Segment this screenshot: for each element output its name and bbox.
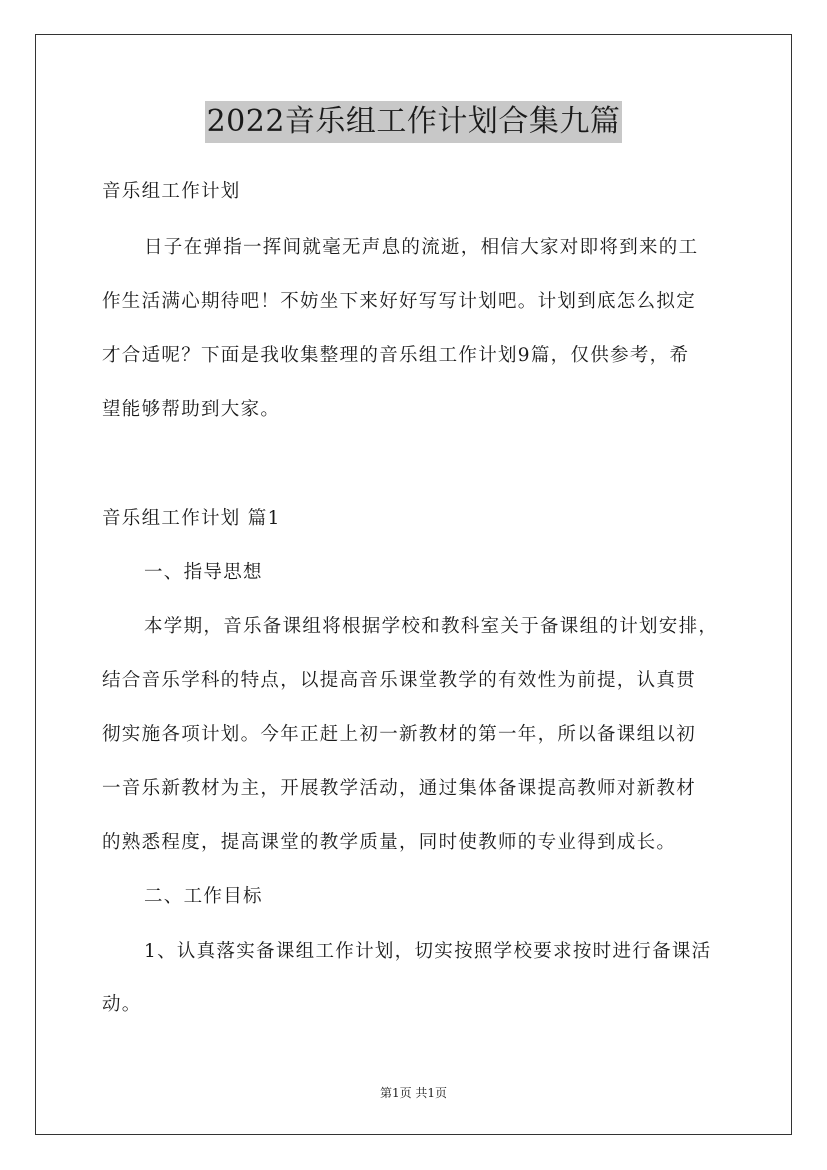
document-title-wrap (0, 101, 827, 143)
subheading: 一、指导思想 (144, 562, 263, 583)
paragraph-line: 望能够帮助到大家。 (102, 399, 281, 420)
paragraph-line: 才合适呢？下面是我收集整理的音乐组工作计划9篇，仅供参考，希 (102, 345, 690, 366)
paragraph-line: 结合音乐学科的特点，以提高音乐课堂教学的有效性为前提，认真贯 (102, 670, 697, 691)
paragraph-line: 彻实施各项计划。今年正赶上初一新教材的第一年，所以备课组以初 (102, 724, 697, 745)
document-title: 2022音乐组工作计划合集九篇 (205, 101, 623, 143)
subheading: 二、工作目标 (144, 886, 263, 907)
section-heading: 音乐组工作计划 篇1 (102, 508, 281, 529)
paragraph-line: 作生活满心期待吧！不妨坐下来好好写写计划吧。计划到底怎么拟定 (102, 291, 697, 312)
paragraph-line: 动。 (102, 994, 142, 1015)
paragraph-line: 一音乐新教材为主，开展教学活动，通过集体备课提高教师对新教材 (102, 778, 697, 799)
paragraph-line: 本学期，音乐备课组将根据学校和教科室关于备课组的计划安排， (144, 616, 719, 637)
paragraph-line: 的熟悉程度，提高课堂的教学质量，同时使教师的专业得到成长。 (102, 832, 677, 853)
page-footer: 第1页 共1页 (379, 1086, 448, 1100)
paragraph-line: 1、认真落实备课组工作计划，切实按照学校要求按时进行备课活 (144, 941, 712, 962)
paragraph-line: 日子在弹指一挥间就毫无声息的流逝，相信大家对即将到来的工 (144, 237, 699, 258)
section-heading: 音乐组工作计划 (102, 181, 241, 202)
